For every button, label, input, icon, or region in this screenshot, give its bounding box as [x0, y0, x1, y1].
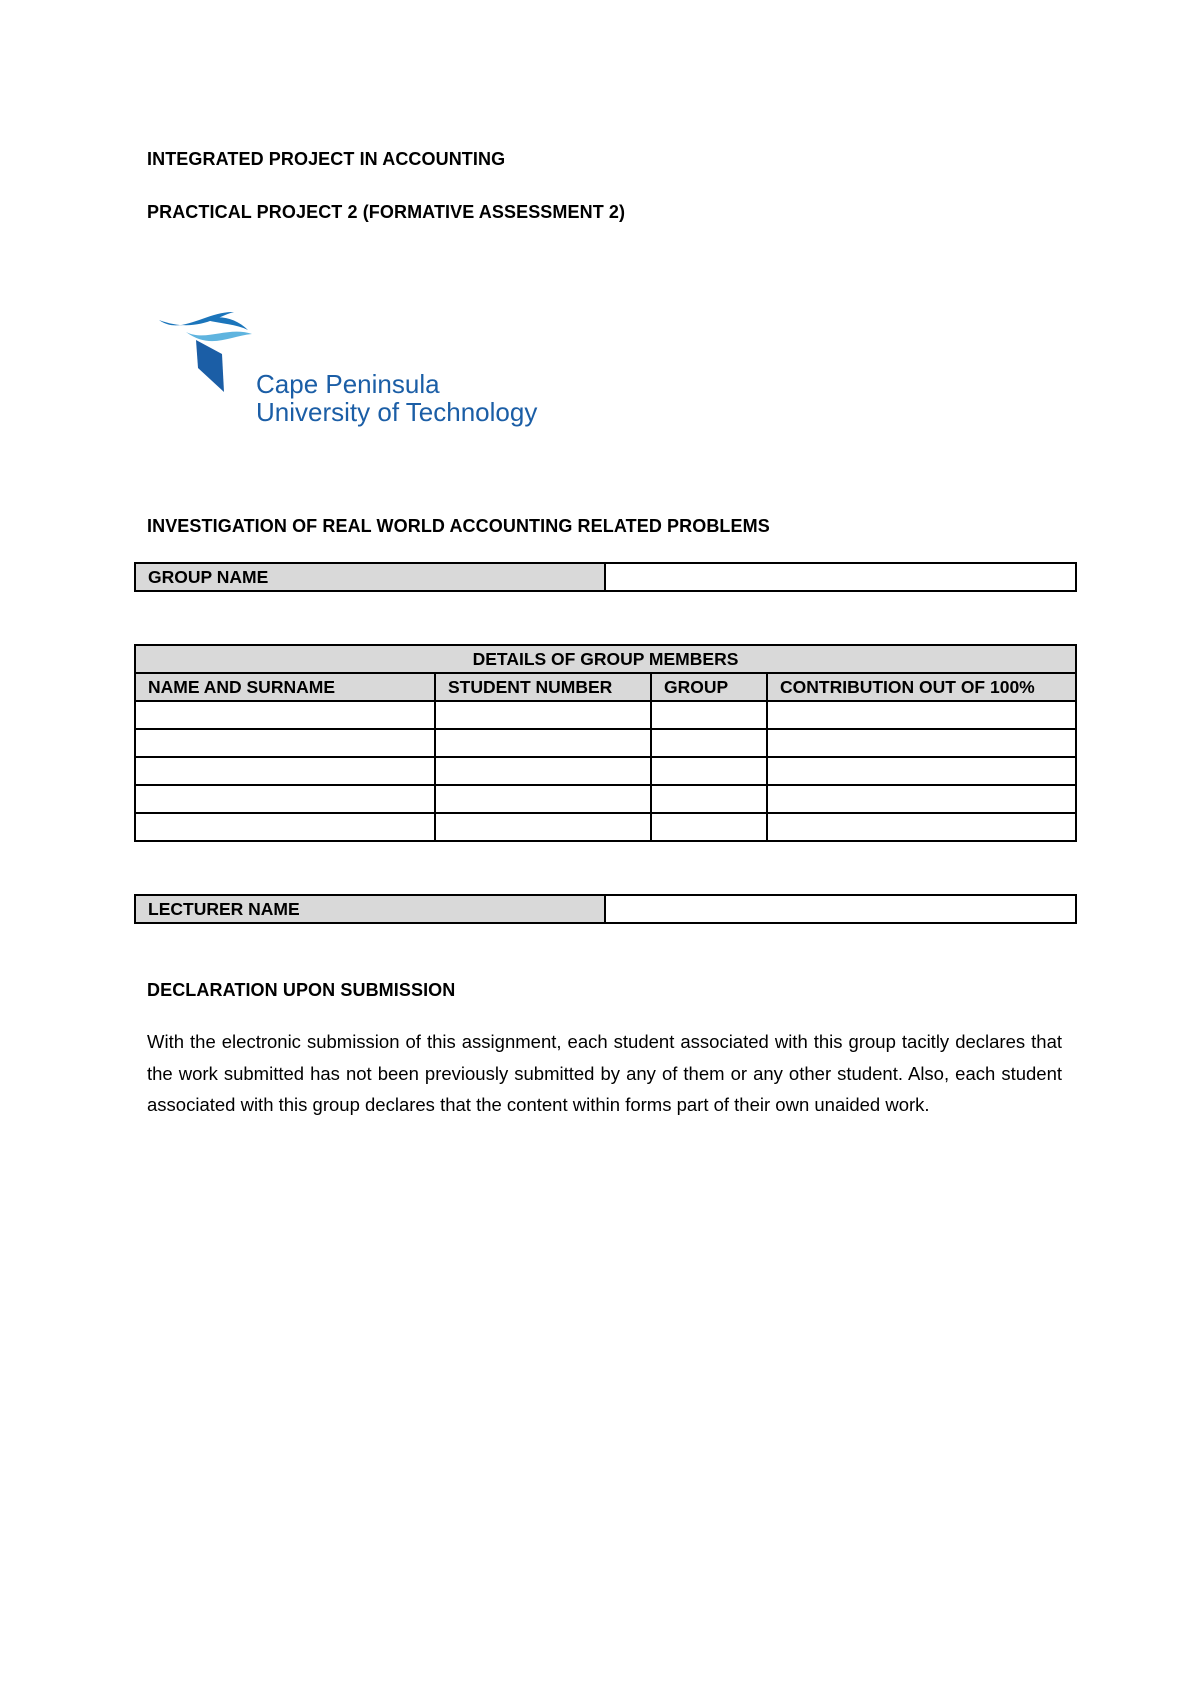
contribution-cell[interactable] [767, 785, 1076, 813]
table-row [135, 813, 1076, 841]
logo-line1: Cape Peninsula [256, 369, 440, 399]
table-row [135, 701, 1076, 729]
members-table-title: DETAILS OF GROUP MEMBERS [135, 645, 1076, 673]
contribution-cell[interactable] [767, 729, 1076, 757]
investigation-title: INVESTIGATION OF REAL WORLD ACCOUNTING RELATED PROBLEMS [147, 516, 770, 536]
contribution-cell[interactable] [767, 757, 1076, 785]
lecturer-name-table [134, 894, 1077, 924]
name-cell[interactable] [135, 813, 435, 841]
group-name-field[interactable] [605, 563, 1076, 591]
lecturer-name-field[interactable] [605, 895, 1076, 923]
table-row [135, 757, 1076, 785]
course-title: INTEGRATED PROJECT IN ACCOUNTING [147, 149, 506, 169]
group-name-table [134, 562, 1077, 592]
column-header-name: NAME AND SURNAME [135, 673, 435, 701]
group-name-label: GROUP NAME [135, 563, 605, 591]
declaration-title: DECLARATION UPON SUBMISSION [147, 980, 456, 1000]
table-row [135, 729, 1076, 757]
wave-emblem-icon [156, 306, 256, 430]
lecturer-name-label: LECTURER NAME [135, 895, 605, 923]
student-number-cell[interactable] [435, 729, 651, 757]
name-cell[interactable] [135, 757, 435, 785]
student-number-cell[interactable] [435, 701, 651, 729]
contribution-cell[interactable] [767, 813, 1076, 841]
student-number-cell[interactable] [435, 813, 651, 841]
group-cell[interactable] [651, 813, 767, 841]
name-cell[interactable] [135, 729, 435, 757]
table-row [135, 785, 1076, 813]
name-cell[interactable] [135, 701, 435, 729]
group-members-table [134, 644, 1077, 842]
column-header-contribution: CONTRIBUTION OUT OF 100% [767, 673, 1076, 701]
project-title: PRACTICAL PROJECT 2 (FORMATIVE ASSESSMENT 2) [147, 202, 626, 222]
name-cell[interactable] [135, 785, 435, 813]
university-logo [156, 306, 556, 430]
student-number-cell[interactable] [435, 757, 651, 785]
contribution-cell[interactable] [767, 701, 1076, 729]
group-cell[interactable] [651, 729, 767, 757]
logo-line2: University of Technology [256, 397, 538, 427]
column-header-group: GROUP [651, 673, 767, 701]
group-cell[interactable] [651, 785, 767, 813]
group-cell[interactable] [651, 757, 767, 785]
column-header-student-number: STUDENT NUMBER [435, 673, 651, 701]
declaration-text: With the electronic submission of this assignment, each student associated with this group tacitly declares that the work submitted has not been previously submitted by any of them or any other student. Also, each student associated with this group declares that the content within forms part of their own unaided work. [147, 1031, 1062, 1115]
student-number-cell[interactable] [435, 785, 651, 813]
group-cell[interactable] [651, 701, 767, 729]
